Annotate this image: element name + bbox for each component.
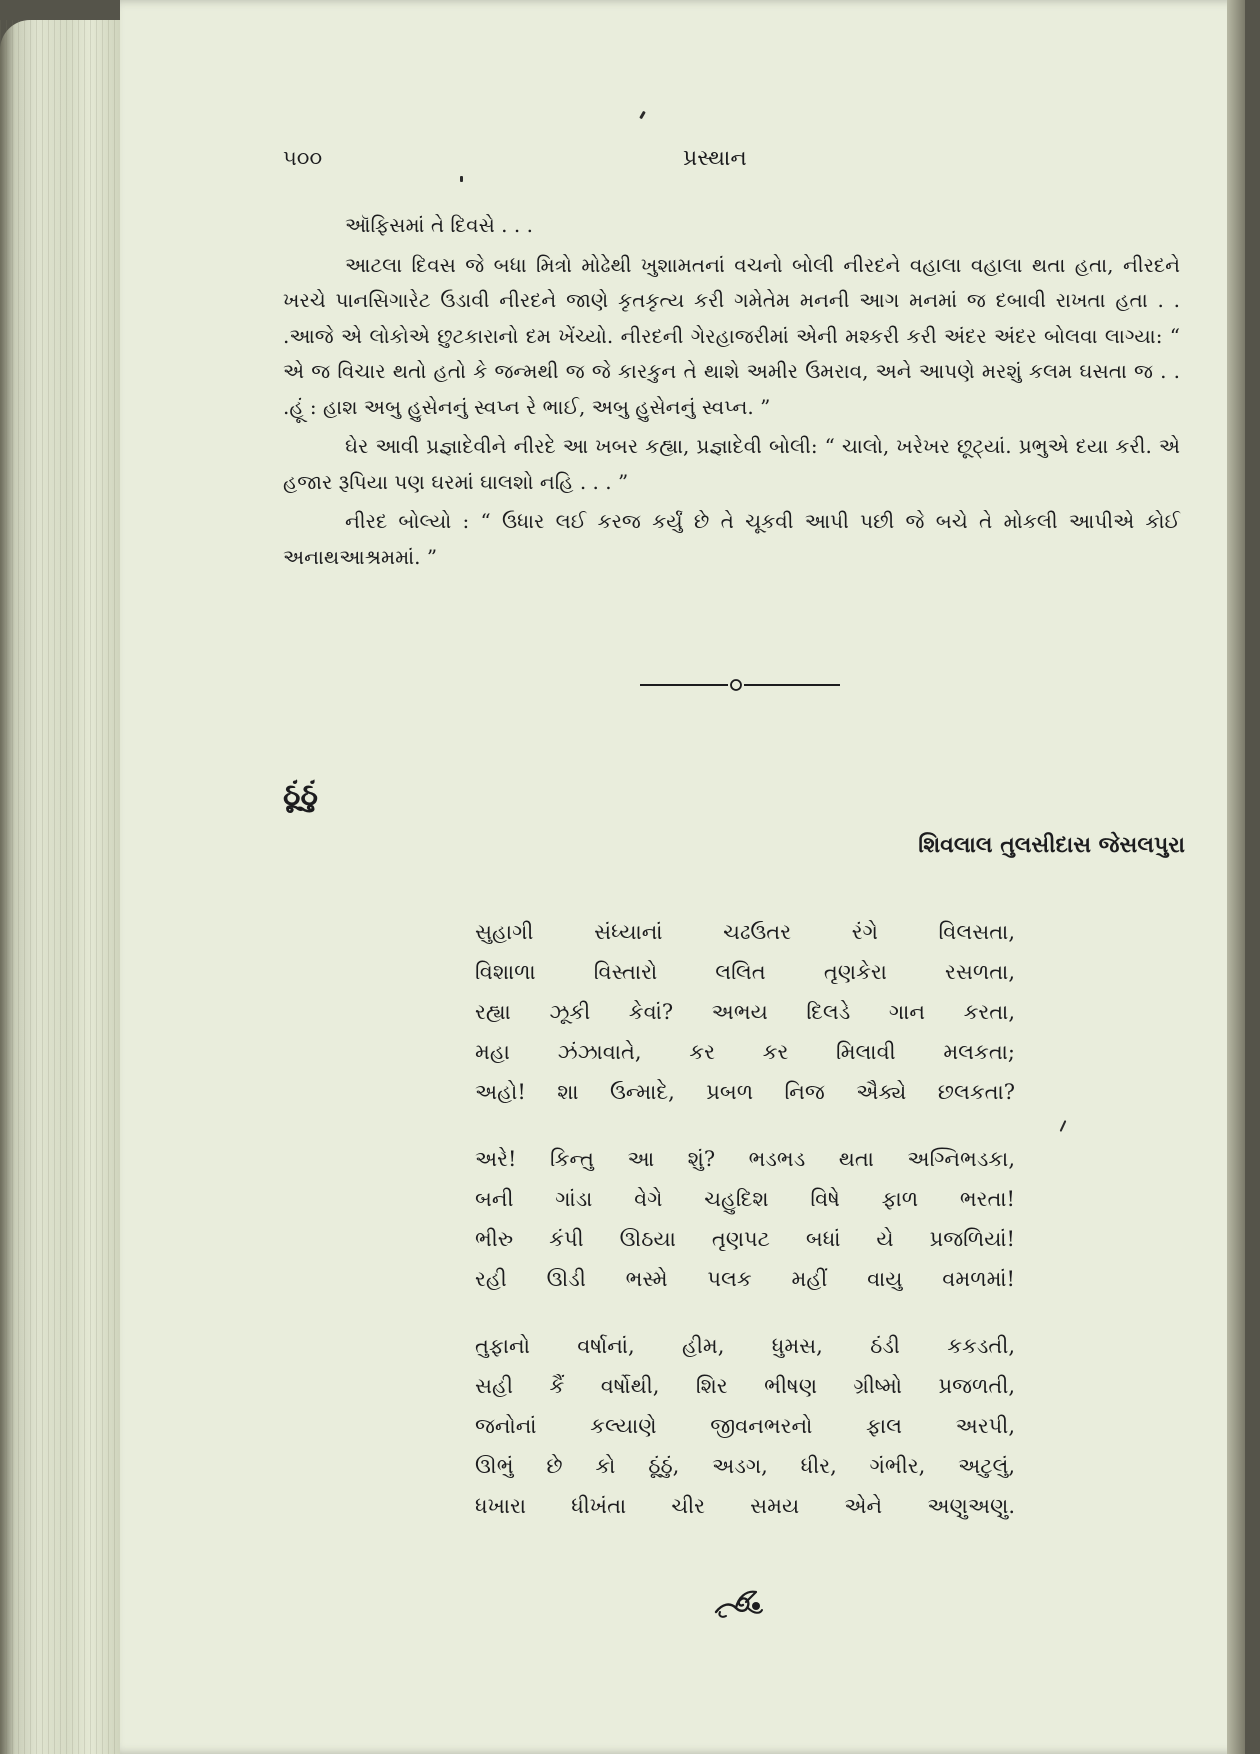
poem-line: રહી ઊડી ભસ્મે પલક મહીં વાયુ વમળમાં! (475, 1267, 1015, 1291)
fleuron-ornament-icon (712, 1582, 764, 1622)
prose-paragraph: આટલા દિવસ જે બધા મિત્રો મોઢેથી ખુશામતનાં વચનો બોલી નીરદને વહાલા વહાલા થતા હતા, નીરદને ખરચે પાનસિગારેટ ઉડાવી નીરદને જાણે કૃતકૃત્ય કરી ગમેતેમ મનની આગ મનમાં જ દબાવી રાખતા હતા . . .આજે એ લોકોએ છુટકારાનો દમ ખેંચ્યો. નીરદની ગેરહાજરીમાં એની મશ્કરી કરી અંદર અંદર બોલવા લાગ્યા: “ એ જ વિચાર થતો હતો કે જન્મથી જ જે કારકુન તે થાશે અમીર ઉમરાવ, અને આપણે મરશું કલમ ઘસતા જ . . .હૂં : હાશ અબુ હુસેનનું સ્વપ્ન રે ભાઈ, અબુ હુસેનનું સ્વપ્ન. ” (283, 252, 1180, 419)
poem-body (475, 912, 1015, 1553)
poem-line: સુહાગી સંધ્યાનાં ચઢઉતર રંગે વિલસતા, (475, 920, 1015, 944)
prose-paragraph: નીરદ બોલ્યો : “ ઉધાર લઈ કરજ કર્યું છે તે ચૂકવી આપી પછી જે બચે તે મોકલી આપીએ કોઈ અનાથઆશ્રમમાં. ” (283, 509, 1180, 569)
poem-line: રહ્યા ઝૂકી કેવાં? અભય દિલડે ગાન કરતા, (475, 1000, 1015, 1024)
poem-stanza (475, 1139, 1015, 1299)
page-number: ૫૦૦ (283, 146, 323, 170)
poem-line: વિશાળા વિસ્તારો લલિત તૃણકેરા રસળતા, (475, 960, 1015, 984)
poem-line: મહા ઝંઝાવાતે, કર કર મિલાવી મલકતા; (475, 1040, 1015, 1064)
poem-line: અહો! શા ઉન્માદે, પ્રબળ નિજ ઐક્યે છલકતા? (475, 1080, 1015, 1104)
poem-line: ધખારા ધીખંતા ચીર સમય એને અણુઅણુ. (475, 1494, 1015, 1518)
poem-title: ઠૂંઠું (283, 778, 318, 813)
page-header (283, 146, 1243, 186)
prose-section (283, 208, 1180, 579)
poem-stanza (475, 912, 1015, 1112)
poem-author: શિવલાલ તુલસીદાસ જેસલપુરા (918, 832, 1185, 858)
binding-shadow (1227, 0, 1245, 1754)
poem-line: તુફાનો વર્ષાનાં, હીમ, ધુમસ, ઠંડી કકડતી, (475, 1334, 1015, 1358)
poem-line: ઊભું છે કો ઠૂંઠું, અડગ, ધીર, ગંભીર, અટુલું, (475, 1454, 1015, 1478)
prose-paragraph: ઑફિસમાં તે દિવસે . . . (345, 213, 533, 237)
poem-line: ભીરુ કંપી ઊઠયા તૃણપટ બધાં યે પ્રજળિયાં! (475, 1227, 1015, 1251)
poem-line: અરે! કિન્તુ આ શું? ભડભડ થતા અગ્નિભડકા, (475, 1147, 1015, 1171)
running-title: પ્રસ્થાન (683, 146, 747, 171)
poem-line: બની ગાંડા વેગે ચહુદિશ વિષે ફાળ ભરતા! (475, 1187, 1015, 1211)
poem-line: જનોનાં કલ્યાણે જીવનભરનો ફાલ અરપી, (475, 1414, 1015, 1438)
section-divider (640, 675, 840, 695)
poem-stanza (475, 1326, 1015, 1526)
poem-line: સહી કૈં વર્ષોથી, શિર ભીષણ ગ્રીષ્મો પ્રજળતી, (475, 1374, 1015, 1398)
prose-paragraph: ઘેર આવી પ્રજ્ઞાદેવીને નીરદે આ ખબર કહ્યા, પ્રજ્ઞાદેવી બોલી: “ ચાલો, ખરેખર છૂટ્યાં. પ્રભુએ દયા કરી. એ હજાર રૂપિયા પણ ઘરમાં ઘાલશો નહિ . . . ” (283, 434, 1180, 494)
